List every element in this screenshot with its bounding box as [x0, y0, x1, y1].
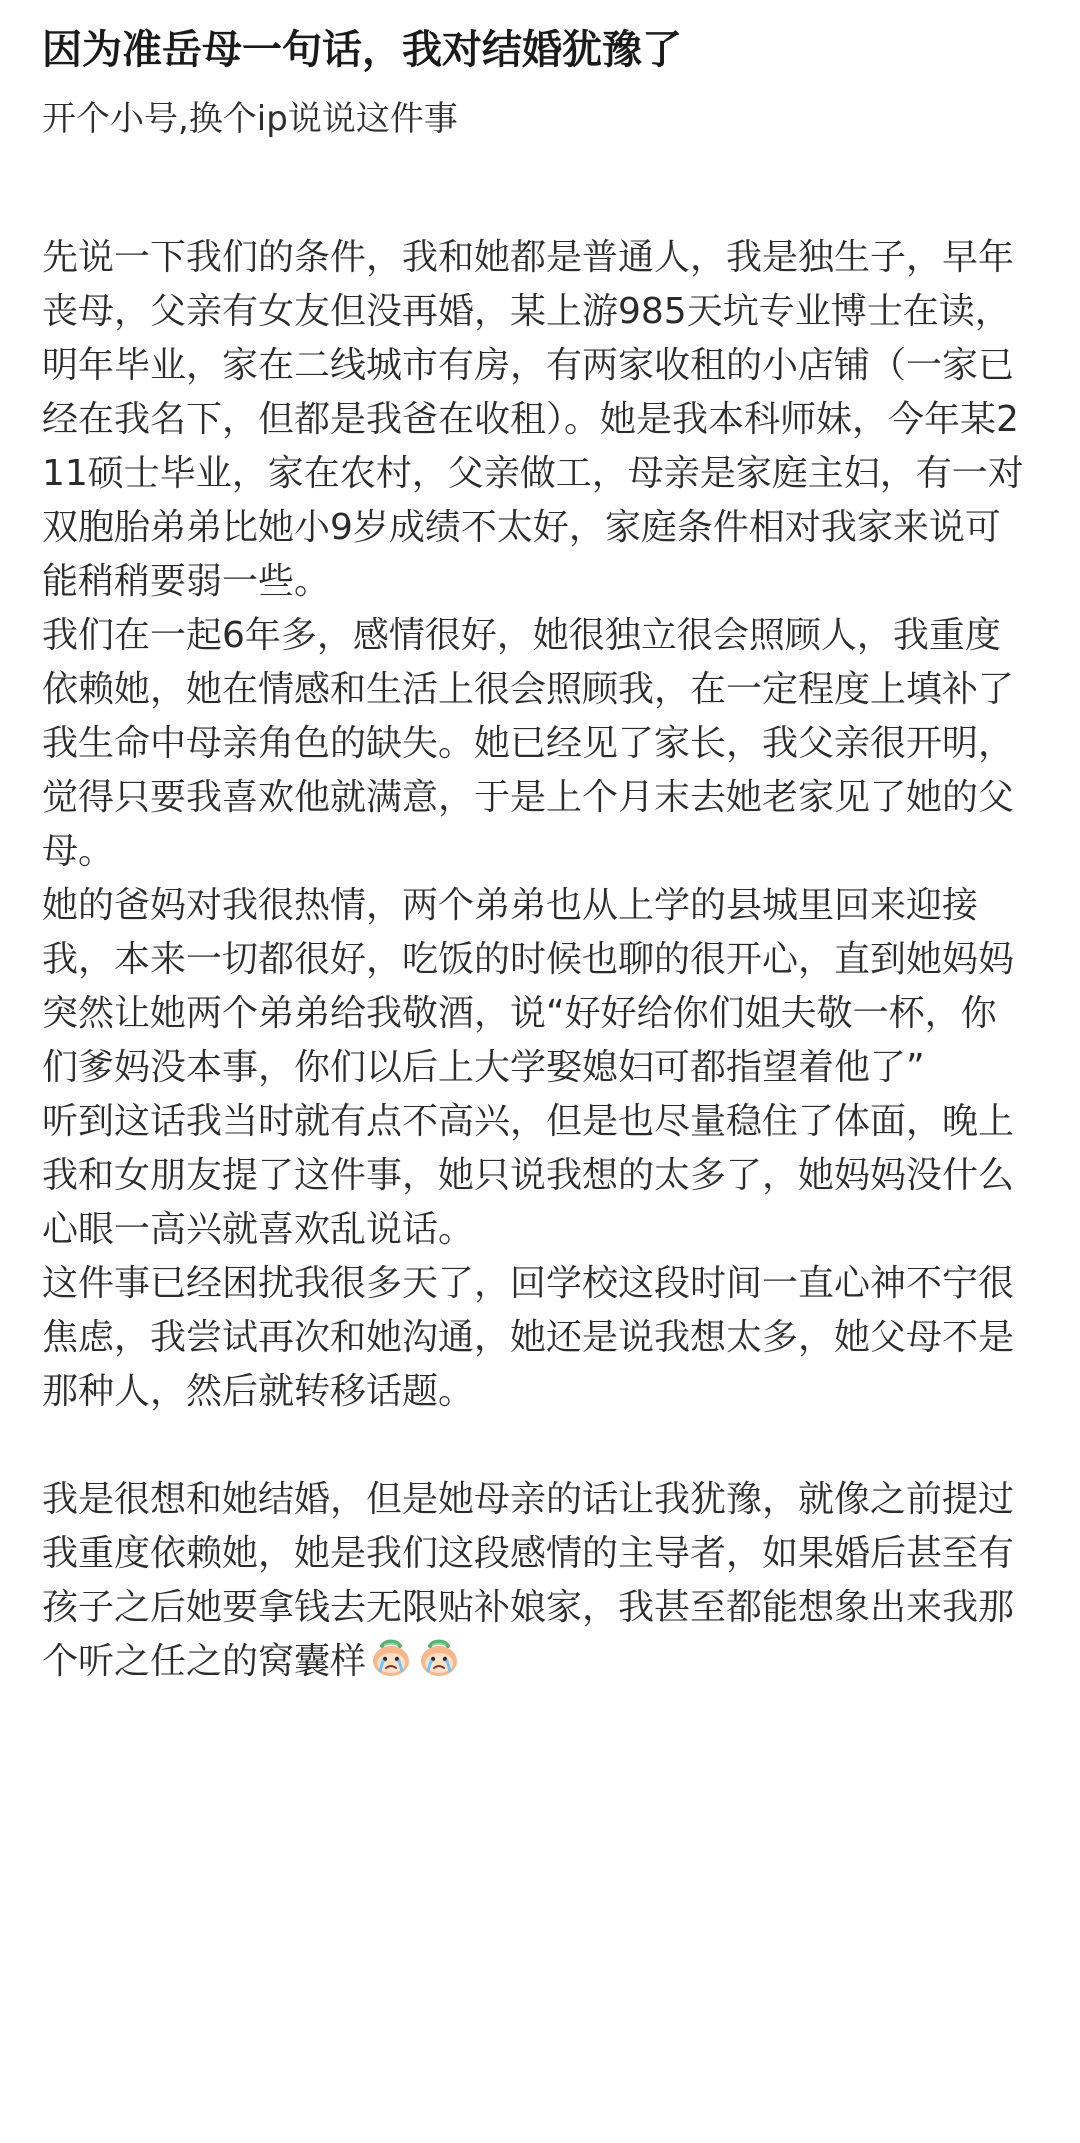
paragraph-conclusion-text: 我是很想和她结婚，但是她母亲的话让我犹豫，就像之前提过我重度依赖她，她是我们这段感情的主导者，如果婚后甚至有孩子之后她要拿钱去无限贴补娘家，我甚至都能想象出来我那个听之任之的窝囊样	[42, 1479, 1015, 1682]
post-body	[42, 231, 1026, 1689]
paragraph-relationship: 我们在一起6年多，感情很好，她很独立很会照顾人，我重度依赖她，她在情感和生活上很会照顾我，在一定程度上填补了我生命中母亲角色的缺失。她已经见了家长，我父亲很开明，觉得只要我喜欢他就满意，于是上个月末去她老家见了她的父母。	[42, 615, 1015, 872]
paragraph-gap	[42, 1419, 1026, 1473]
paragraph-conclusion	[42, 1473, 1026, 1689]
ending-emoji-group	[368, 1637, 462, 1679]
crying-face-icon	[368, 1637, 414, 1679]
post-title: 因为准岳母一句话，我对结婚犹豫了	[42, 27, 682, 73]
paragraph-worry: 这件事已经困扰我很多天了，回学校这段时间一直心神不宁很焦虑，我尝试再次和她沟通，她还是说我想太多，她父母不是那种人，然后就转移话题。	[42, 1263, 1015, 1412]
paragraph-reaction: 听到这话我当时就有点不高兴，但是也尽量稳住了体面，晚上我和女朋友提了这件事，她只说我想的太多了，她妈妈没什么心眼一高兴就喜欢乱说话。	[42, 1101, 1015, 1250]
crying-face-icon	[416, 1637, 462, 1679]
paragraph-conditions: 先说一下我们的条件，我和她都是普通人，我是独生子，早年丧母，父亲有女友但没再婚，某上游985天坑专业博士在读，明年毕业，家在二线城市有房，有两家收租的小店铺（一家已经在我名下，但都是我爸在收租）。她是我本科师妹，今年某211硕士毕业，家在农村，父亲做工，母亲是家庭主妇，有一对双胞胎弟弟比她小9岁成绩不太好，家庭条件相对我家来说可能稍稍要弱一些。	[42, 237, 1024, 602]
paragraph-family-visit: 她的爸妈对我很热情，两个弟弟也从上学的县城里回来迎接我，本来一切都很好，吃饭的时候也聊的很开心，直到她妈妈突然让她两个弟弟给我敬酒，说“好好给你们姐夫敬一杯，你们爹妈没本事，你们以后上大学娶媳妇可都指望着他了”	[42, 885, 1015, 1088]
post-subtitle: 开个小号,换个ip说说这件事	[42, 99, 458, 139]
